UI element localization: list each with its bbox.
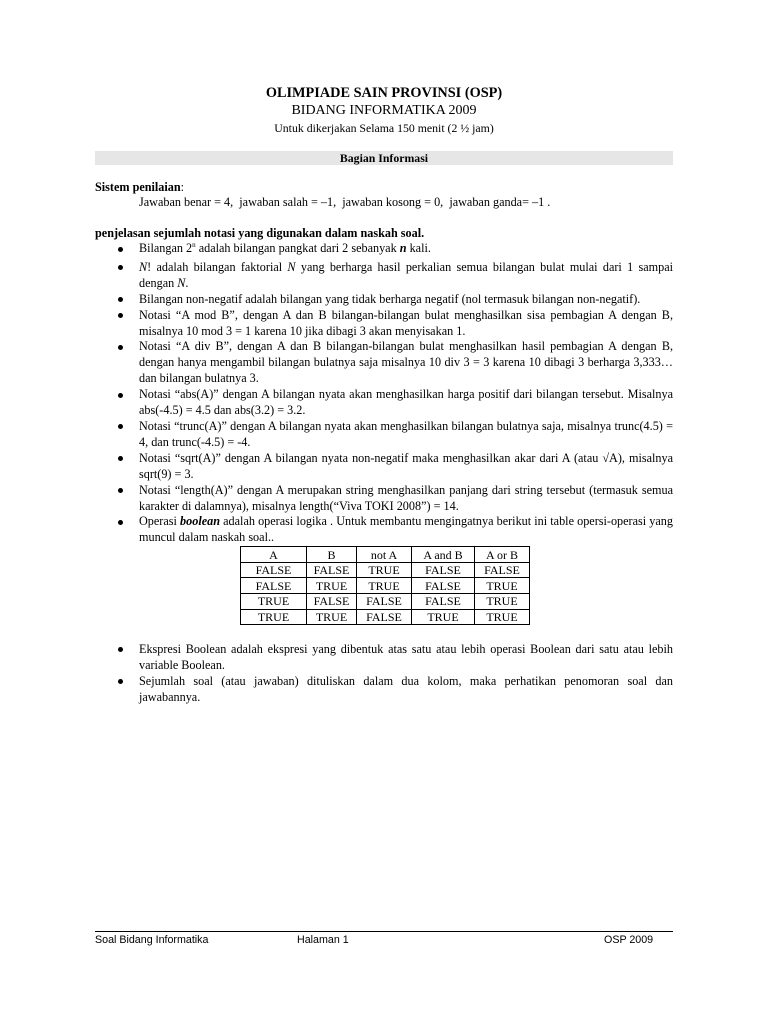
notation-list-item	[95, 419, 673, 451]
item-text: Sejumlah soal (atau jawaban) dituliskan dalam dua kolom, maka perhatikan penomoran soal dan jawabannya.	[139, 674, 673, 705]
scoring-rules: Jawaban benar = 4, jawaban salah = –1, jawaban kosong = 0, jawaban ganda= –1 .	[139, 195, 551, 209]
table-cell: FALSE	[241, 562, 307, 578]
table-cell: TRUE	[475, 594, 530, 610]
footer-event: OSP 2009	[604, 934, 654, 946]
duration-note: Untuk dikerjakan Selama 150 menit (2 ½ jam)	[274, 121, 494, 135]
truth-table	[240, 546, 530, 625]
notation-content	[95, 241, 673, 705]
bullet-icon	[118, 297, 123, 302]
notes-list-item	[95, 641, 673, 673]
notation-list-item	[95, 292, 673, 308]
table-cell: TRUE	[241, 594, 307, 610]
scoring-colon: :	[180, 180, 185, 194]
bullet-icon	[118, 679, 123, 684]
notation-list-item	[95, 451, 673, 483]
table-row	[241, 562, 530, 578]
bullet-icon	[118, 456, 123, 461]
notation-list-item	[95, 260, 673, 292]
item-text: kali.	[406, 241, 431, 255]
notation-list-item	[95, 241, 673, 257]
table-cell: FALSE	[412, 594, 475, 610]
table-cell: TRUE	[307, 609, 357, 625]
table-cell: FALSE	[412, 562, 475, 578]
item-text: ! adalah bilangan faktorial	[147, 259, 288, 274]
table-cell: FALSE	[307, 562, 357, 578]
notation-list	[95, 241, 673, 546]
notation-heading: penjelasan sejumlah notasi yang digunakan dalam naskah soal.	[95, 226, 425, 240]
item-text: Ekspresi Boolean adalah ekspresi yang dibentuk atas satu atau lebih operasi Boolean dari satu atau lebih variable Boolean.	[139, 642, 673, 673]
footer-rule	[95, 931, 673, 932]
item-text: adalah bilangan pangkat dari 2 sebanyak	[195, 241, 400, 255]
italic-variable: n	[399, 241, 407, 255]
table-cell: TRUE	[357, 562, 412, 578]
column-header-a: A	[241, 547, 307, 563]
notation-list-item	[95, 308, 673, 340]
truth-table-header-row	[241, 547, 530, 563]
notation-list-item	[95, 339, 673, 387]
item-text: Operasi	[139, 514, 181, 529]
table-cell: TRUE	[475, 609, 530, 625]
footer-page-number: Halaman 1	[297, 934, 349, 946]
table-cell: TRUE	[412, 609, 475, 625]
table-cell: FALSE	[307, 594, 357, 610]
italic-variable: N	[139, 259, 148, 274]
scoring-heading-line	[95, 179, 184, 195]
table-cell: FALSE	[475, 562, 530, 578]
table-cell: TRUE	[475, 578, 530, 594]
item-text: yang berharga hasil perkalian semua bilangan bulat mulai dari 1 sampai dengan	[139, 259, 674, 290]
italic-variable: N	[177, 275, 186, 290]
superscript-exponent: n	[192, 241, 196, 249]
table-row	[241, 594, 530, 610]
table-cell: FALSE	[241, 578, 307, 594]
column-header-b: B	[307, 547, 357, 563]
bullet-icon	[118, 247, 123, 252]
footer-document-name: Soal Bidang Informatika	[95, 934, 209, 946]
table-row	[241, 578, 530, 594]
table-cell: FALSE	[412, 578, 475, 594]
column-header-not-a: not A	[357, 547, 412, 563]
table-cell: TRUE	[241, 609, 307, 625]
item-text: Bilangan 2	[139, 241, 193, 255]
table-row	[241, 609, 530, 625]
column-header-a-and-b: A and B	[412, 547, 475, 563]
item-text: .	[185, 275, 189, 290]
item-text: Notasi “A div B”, dengan A dan B bilangan-bilangan bulat menghasilkan hasil pembagian A dengan B, dengan hanya mengambil bilangan bulatnya saja misalnya 10 div 3 = 3 karena 10 dibagi 3 berharga 3,333… dan bilangan bulatnya 3.	[139, 339, 673, 386]
bullet-icon	[118, 424, 123, 429]
item-text: Notasi “length(A)” dengan A merupakan string menghasilkan panjang dari string tersebut (termasuk semua karakter di dalamnya), misalnya length(“Viva TOKI 2008”) = 14.	[139, 482, 673, 513]
document-subtitle: BIDANG INFORMATIKA 2009	[291, 103, 477, 118]
table-cell: TRUE	[307, 578, 357, 594]
item-text: adalah operasi logika . Untuk membantu mengingatnya berikut ini table opersi-operasi yang muncul dalam naskah soal..	[139, 514, 673, 545]
section-bar-label: Bagian Informasi	[339, 151, 429, 165]
bullet-icon	[118, 265, 123, 270]
notes-list-item	[95, 673, 673, 705]
item-text: Bilangan non-negatif adalah bilangan yang tidak berharga negatif (nol termasuk bilangan non-negatif).	[139, 291, 641, 306]
scoring-heading: Sistem penilaian	[95, 180, 181, 194]
document-title: OLIMPIADE SAIN PROVINSI (OSP)	[265, 85, 503, 101]
table-cell: FALSE	[357, 594, 412, 610]
extra-notes-list	[95, 641, 673, 705]
item-text: Notasi “A mod B”, dengan A dan B bilangan-bilangan bulat menghasilkan sisa pembagian A dengan B, misalnya 10 mod 3 = 1 karena 10 jika dibagi 3 akan menyisakan 1.	[139, 307, 673, 338]
bullet-icon	[118, 393, 123, 398]
item-text: Notasi “abs(A)” dengan A bilangan nyata akan menghasilkan harga positif dari bilangan tersebut. Misalnya abs(-4.5) = 4.5 dan abs(3.2) = 3.2.	[139, 387, 673, 418]
column-header-a-or-b: A or B	[475, 547, 530, 563]
italic-variable: N	[287, 259, 296, 274]
item-text: Notasi “sqrt(A)” dengan A bilangan nyata non-negatif maka menghasilkan akar dari A (atau √A), misalnya sqrt(9) = 3.	[139, 450, 673, 481]
bullet-icon	[118, 520, 123, 525]
bold-italic-term: boolean	[180, 514, 220, 529]
notation-list-item	[95, 483, 673, 515]
notation-list-item	[95, 514, 673, 546]
bullet-icon	[118, 313, 123, 318]
section-bar	[95, 151, 673, 165]
table-cell: FALSE	[357, 609, 412, 625]
table-cell: TRUE	[357, 578, 412, 594]
item-text: Notasi “trunc(A)” dengan A bilangan nyata akan menghasilkan bilangan bulatnya saja, misalnya trunc(4.5) = 4, dan trunc(-4.5) = -4.	[139, 418, 673, 449]
bullet-icon	[118, 488, 123, 493]
notation-list-item	[95, 387, 673, 419]
bullet-icon	[118, 647, 123, 652]
bullet-icon	[118, 345, 123, 350]
